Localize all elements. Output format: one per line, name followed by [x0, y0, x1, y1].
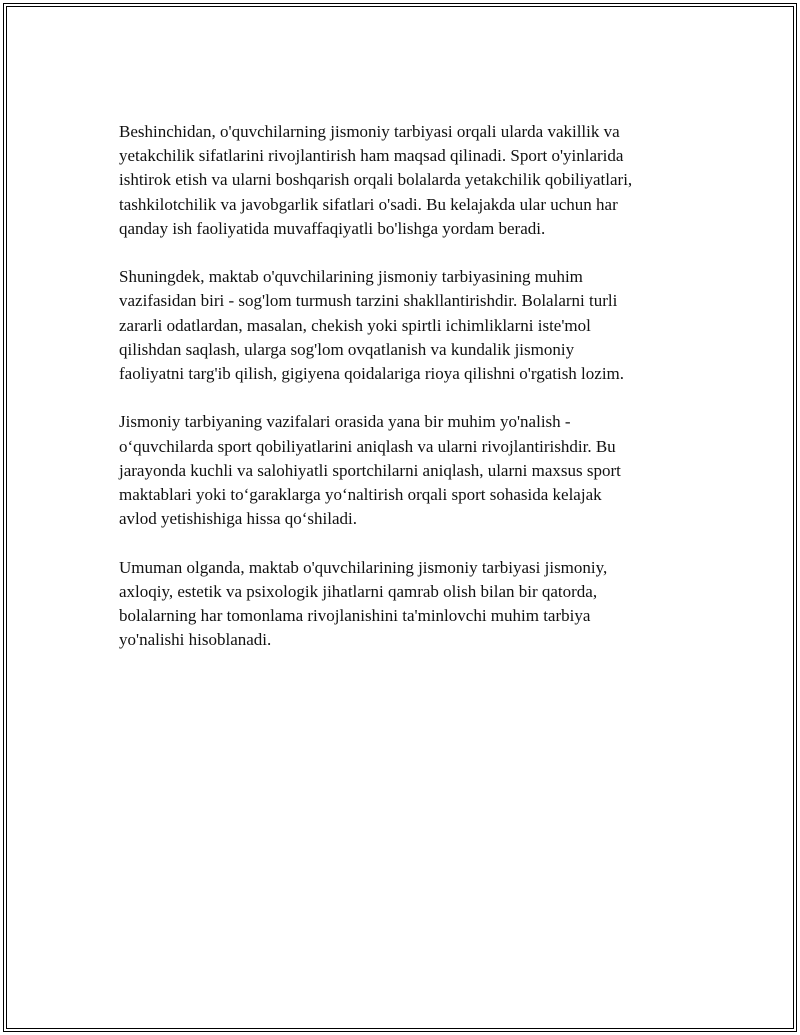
paragraph-4 [119, 556, 689, 653]
paragraph-2-line-1: Shuningdek, maktab o'quvchilarining jismoniy tarbiyasining muhim [119, 267, 583, 287]
paragraph-1-line-4: tashkilotchilik va javobgarlik sifatlari o'sadi. Bu kelajakda ular uchun har [119, 194, 618, 214]
paragraph-4-line-1: Umuman olganda, maktab o'quvchilarining jismoniy tarbiyasi jismoniy, [119, 557, 608, 577]
paragraph-4-line-4: yo'nalishi hisoblanadi. [119, 630, 272, 650]
paragraph-2-line-3: zararli odatlardan, masalan, chekish yoki spirtli ichimliklarni iste'mol [119, 315, 591, 335]
paragraph-3-line-2: o‘quvchilarda sport qobiliyatlarini aniqlash va ularni rivojlantirishdir. Bu [119, 436, 616, 456]
paragraph-3-line-1: Jismoniy tarbiyaning vazifalari orasida yana bir muhim yo'nalish - [119, 412, 571, 432]
paragraph-3-line-5: avlod yetishishiga hissa qo‘shiladi. [119, 509, 357, 529]
paragraph-2 [119, 265, 689, 386]
document-body [119, 120, 689, 677]
paragraph-1-line-3: ishtirok etish va ularni boshqarish orqali bolalarda yetakchilik qobiliyatlari, [119, 170, 633, 190]
paragraph-3-line-4: maktablari yoki to‘garaklarga yo‘naltirish orqali sport sohasida kelajak [119, 485, 602, 505]
paragraph-3 [119, 410, 689, 531]
paragraph-4-line-2: axloqiy, estetik va psixologik jihatlarni qamrab olish bilan bir qatorda, [119, 581, 598, 601]
paragraph-2-line-4: qilishdan saqlash, ularga sog'lom ovqatlanish va kundalik jismoniy [119, 339, 575, 359]
paragraph-3-line-3: jarayonda kuchli va salohiyatli sportchilarni aniqlash, ularni maxsus sport [119, 460, 621, 480]
paragraph-2-line-2: vazifasidan biri - sog'lom turmush tarzini shakllantirishdir. Bolalarni turli [119, 291, 618, 311]
paragraph-4-line-3: bolalarning har tomonlama rivojlanishini ta'minlovchi muhim tarbiya [119, 606, 591, 626]
paragraph-1 [119, 120, 689, 241]
document-page [3, 3, 797, 1032]
paragraph-1-line-2: yetakchilik sifatlarini rivojlantirish ham maqsad qilinadi. Sport o'yinlarida [119, 146, 624, 166]
paragraph-2-line-5: faoliyatni targ'ib qilish, gigiyena qoidalariga rioya qilishni o'rgatish lozim. [119, 364, 625, 384]
paragraph-1-line-1: Beshinchidan, o'quvchilarning jismoniy tarbiyasi orqali ularda vakillik va [119, 122, 620, 141]
paragraph-1-line-5: qanday ish faoliyatida muvaffaqiyatli bo'lishga yordam beradi. [119, 218, 546, 238]
